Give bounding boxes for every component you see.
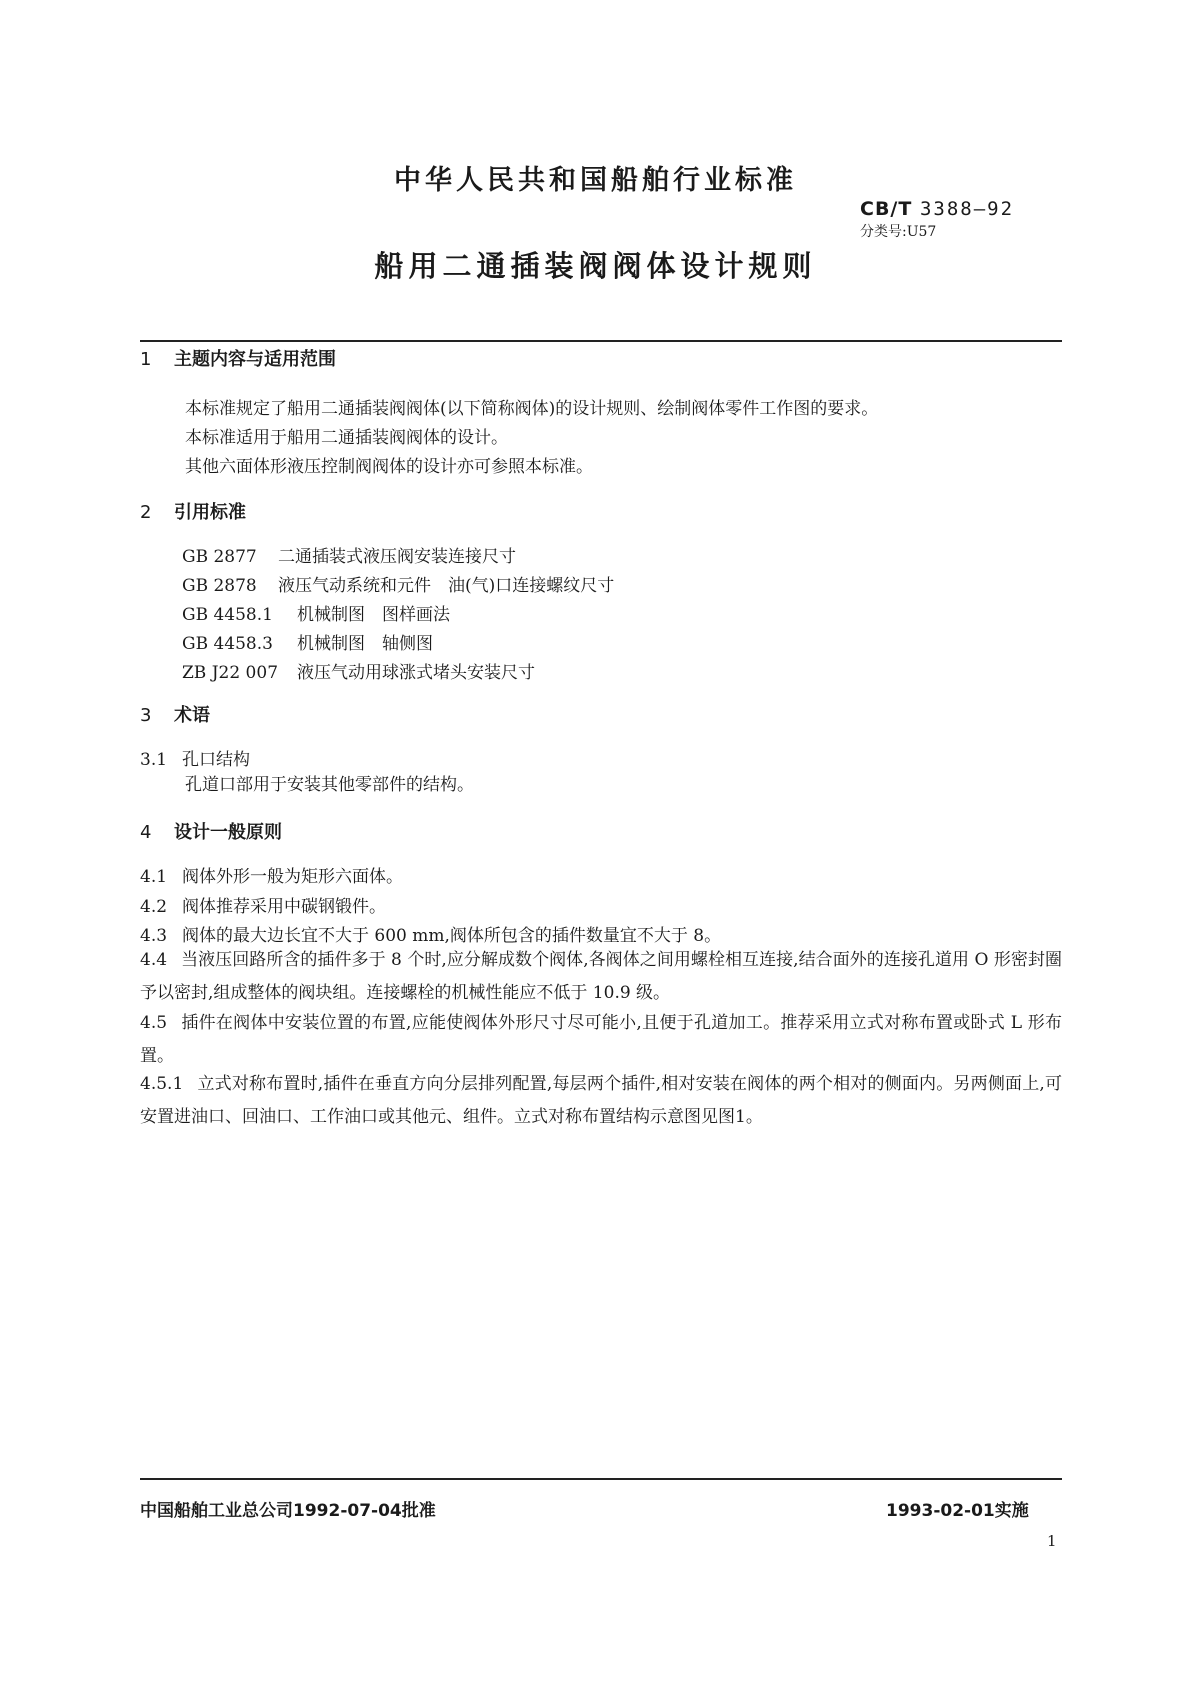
- clause-4-4: 4.4 当液压回路所含的插件多于 8 个时,应分解成数个阀体,各阀体之间用螺栓相互连接,结合面外的连接孔道用 O 形密封圈予以密封,组成整体的阀块组。连接螺栓的机械性能应不低于 10.9 级。: [140, 950, 1062, 1003]
- implementation-date: 1993-02-01实施: [886, 1501, 1029, 1521]
- section-2-heading: 2 引用标准: [140, 502, 246, 523]
- standard-code-prefix: CB/T: [860, 198, 913, 220]
- term-3-1-definition: 孔道口部用于安装其他零部件的结构。: [185, 775, 474, 795]
- section-1-paragraph: 本标准规定了船用二通插装阀阀体(以下简称阀体)的设计规则、绘制阀体零件工作图的要求。: [185, 399, 879, 419]
- reference-item: GB 4458.1 机械制图 图样画法: [182, 605, 450, 625]
- reference-item: ZB J22 007 液压气动用球涨式堵头安装尺寸: [182, 663, 535, 683]
- header-divider: [140, 340, 1062, 342]
- footer-divider: [140, 1478, 1062, 1480]
- issuing-organization: 中华人民共和国船舶行业标准: [394, 165, 797, 196]
- clause-4-5: 4.5 插件在阀体中安装位置的布置,应能使阀体外形尺寸尽可能小,且便于孔道加工。推荐采用立式对称布置或卧式 L 形布置。: [140, 1013, 1062, 1066]
- reference-item: GB 4458.3 机械制图 轴侧图: [182, 634, 433, 654]
- reference-item: GB 2878 液压气动系统和元件 油(气)口连接螺纹尺寸: [182, 576, 615, 596]
- clause-4-3: 4.3 阀体的最大边长宜不大于 600 mm,阀体所包含的插件数量宜不大于 8。: [140, 926, 722, 946]
- standard-code-number: 3388—92: [919, 198, 1015, 220]
- section-1-paragraph: 本标准适用于船用二通插装阀阀体的设计。: [185, 428, 508, 448]
- standard-code: [860, 198, 1014, 220]
- section-4-heading: 4 设计一般原则: [140, 822, 282, 843]
- term-3-1: 3.1 孔口结构: [140, 750, 250, 770]
- classification-number: 分类号:U57: [860, 224, 937, 240]
- section-1-paragraph: 其他六面体形液压控制阀阀体的设计亦可参照本标准。: [185, 457, 593, 477]
- page-number: 1: [1047, 1532, 1057, 1550]
- document-title: 船用二通插装阀阀体设计规则: [374, 249, 817, 283]
- clause-4-1: 4.1 阀体外形一般为矩形六面体。: [140, 867, 403, 887]
- section-1-heading: 1 主题内容与适用范围: [140, 349, 336, 370]
- reference-item: GB 2877 二通插装式液压阀安装连接尺寸: [182, 547, 516, 567]
- section-3-heading: 3 术语: [140, 705, 210, 726]
- clause-4-5-1: 4.5.1 立式对称布置时,插件在垂直方向分层排列配置,每层两个插件,相对安装在阀体的两个相对的侧面内。另两侧面上,可安置进油口、回油口、工作油口或其他元、组件。立式对称布置结构示意图见图1。: [140, 1074, 1062, 1127]
- clause-4-2: 4.2 阀体推荐采用中碳钢锻件。: [140, 897, 386, 917]
- approval-statement: 中国船舶工业总公司1992-07-04批准: [140, 1501, 436, 1521]
